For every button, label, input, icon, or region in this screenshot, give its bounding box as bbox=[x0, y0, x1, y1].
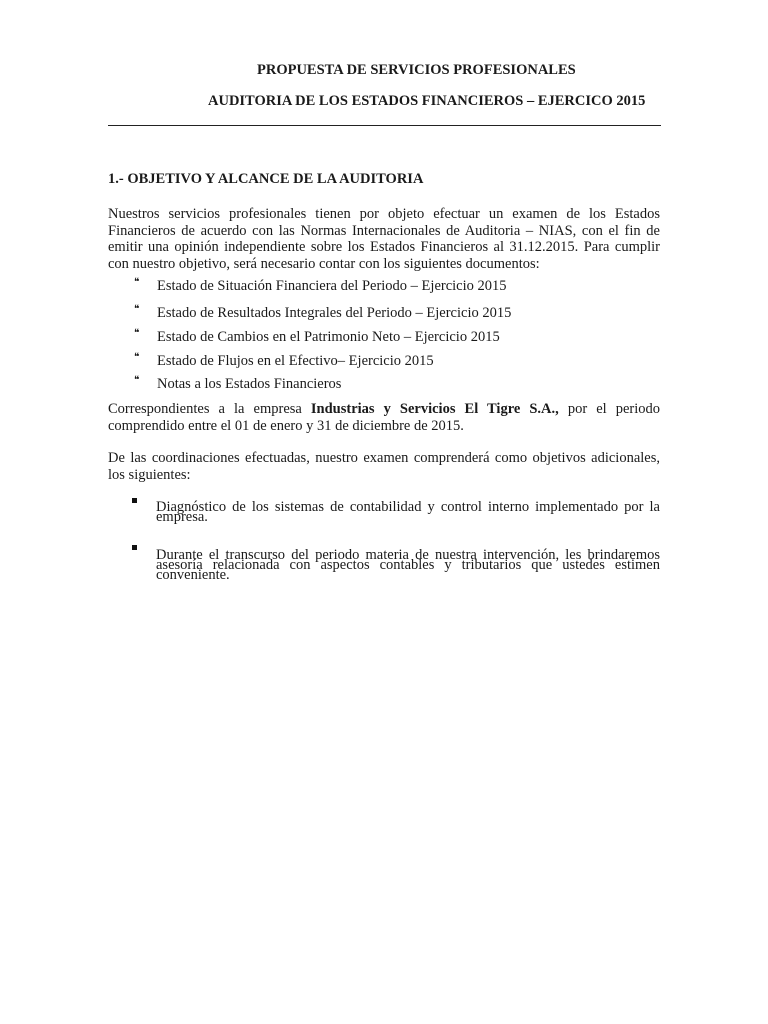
list-item-text: Estado de Cambios en el Patrimonio Neto – Ejercicio 2015 bbox=[157, 329, 500, 345]
bullet-quote-icon: ❝ bbox=[134, 352, 140, 363]
company-paragraph-period: por el periodo comprendido entre el 01 de enero y 31 de diciembre de 2015. bbox=[108, 401, 660, 434]
bullet-quote-icon: ❝ bbox=[134, 375, 140, 386]
list-item-text: Estado de Flujos en el Efectivo– Ejercicio 2015 bbox=[157, 353, 434, 369]
square-bullet-icon bbox=[132, 498, 137, 503]
list-item-text: Estado de Situación Financiera del Periodo – Ejercicio 2015 bbox=[157, 278, 507, 294]
document-title: PROPUESTA DE SERVICIOS PROFESIONALES bbox=[257, 62, 576, 78]
list-item-text: Durante el transcurso del periodo materia de nuestra intervención, les brindaremos asesoría relacionada con aspectos contables y tributarios que ustedes estimen conveniente. bbox=[156, 547, 660, 583]
list-item-text: Estado de Resultados Integrales del Periodo – Ejercicio 2015 bbox=[157, 305, 512, 321]
additional-objectives-paragraph: De las coordinaciones efectuadas, nuestro examen comprenderá como objetivos adicionales, los siguientes: bbox=[108, 450, 660, 483]
bullet-quote-icon: ❝ bbox=[134, 328, 140, 339]
bullet-quote-icon: ❝ bbox=[134, 277, 140, 288]
list-item-text: Notas a los Estados Financieros bbox=[157, 376, 342, 392]
company-name: Industrias y Servicios El Tigre S.A., bbox=[310, 401, 559, 417]
section-heading: 1.- OBJETIVO Y ALCANCE DE LA AUDITORIA bbox=[108, 171, 424, 187]
document-subtitle: AUDITORIA DE LOS ESTADOS FINANCIEROS – EJERCICO 2015 bbox=[208, 93, 646, 109]
company-paragraph-intro: Correspondientes a la empresa bbox=[108, 401, 311, 417]
company-paragraph bbox=[108, 401, 660, 434]
header-divider bbox=[108, 125, 661, 126]
list-item-text: Diagnóstico de los sistemas de contabilidad y control interno implementado por la empresa. bbox=[156, 499, 660, 525]
square-bullet-icon bbox=[132, 545, 137, 550]
objective-paragraph: Nuestros servicios profesionales tienen por objeto efectuar un examen de los Estados Financieros de acuerdo con las Normas Internacionales de Auditoria – NIAS, con el fin de emitir una opinión independiente sobre los Estados Financieros al 31.12.2015. Para cumplir con nuestro objetivo, será necesario contar con los siguientes documentos: bbox=[108, 206, 660, 272]
bullet-quote-icon: ❝ bbox=[134, 304, 140, 315]
